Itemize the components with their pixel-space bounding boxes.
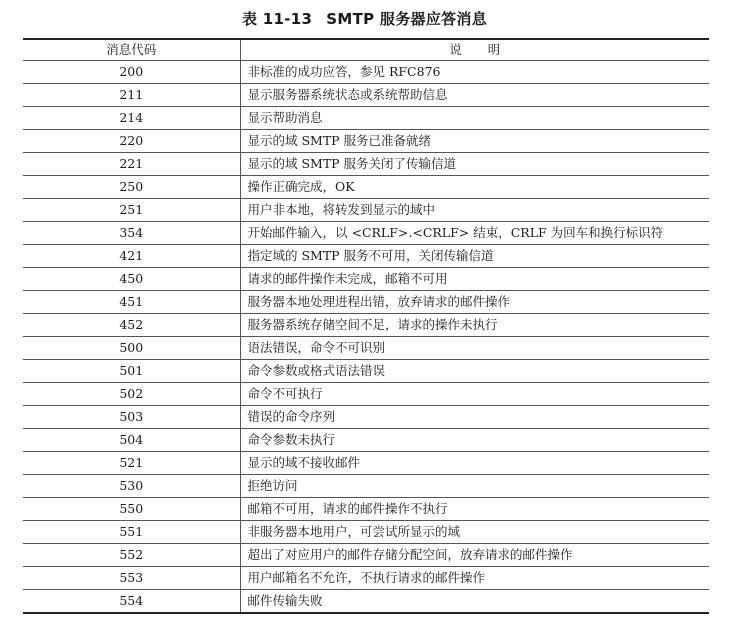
- reply-code-cell: 501: [23, 360, 240, 383]
- reply-code-cell: 504: [23, 429, 240, 452]
- table-row: [23, 383, 709, 406]
- column-header-code: 消息代码: [23, 39, 240, 61]
- reply-code-cell: 502: [23, 383, 240, 406]
- table-row: [23, 61, 709, 84]
- table-row: [23, 406, 709, 429]
- reply-description-cell: 非标准的成功应答，参见 RFC876: [240, 61, 709, 84]
- table-row: [23, 199, 709, 222]
- reply-description-cell: 命令参数未执行: [240, 429, 709, 452]
- reply-description-cell: 服务器系统存储空间不足，请求的操作未执行: [240, 314, 709, 337]
- reply-code-cell: 214: [23, 107, 240, 130]
- reply-code-cell: 521: [23, 452, 240, 475]
- reply-description-cell: 显示的域 SMTP 服务关闭了传输信道: [240, 153, 709, 176]
- reply-code-cell: 220: [23, 130, 240, 153]
- table-header-row: [23, 39, 709, 61]
- reply-code-cell: 552: [23, 544, 240, 567]
- reply-description-cell: 请求的邮件操作未完成，邮箱不可用: [240, 268, 709, 291]
- reply-description-cell: 显示帮助消息: [240, 107, 709, 130]
- reply-code-cell: 451: [23, 291, 240, 314]
- reply-code-cell: 503: [23, 406, 240, 429]
- table-row: [23, 544, 709, 567]
- reply-description-cell: 用户邮箱名不允许，不执行请求的邮件操作: [240, 567, 709, 590]
- reply-description-cell: 错误的命令序列: [240, 406, 709, 429]
- table-row: [23, 222, 709, 245]
- table-row: [23, 475, 709, 498]
- reply-description-cell: 用户非本地，将转发到显示的域中: [240, 199, 709, 222]
- table-row: [23, 176, 709, 199]
- table-row: [23, 337, 709, 360]
- table-row: [23, 452, 709, 475]
- reply-code-cell: 211: [23, 84, 240, 107]
- table-row: [23, 153, 709, 176]
- table-row: [23, 130, 709, 153]
- reply-code-cell: 500: [23, 337, 240, 360]
- reply-description-cell: 指定域的 SMTP 服务不可用，关闭传输信道: [240, 245, 709, 268]
- column-header-description: 说明: [240, 39, 709, 61]
- table-row: [23, 429, 709, 452]
- table-title: SMTP 服务器应答消息: [326, 10, 488, 28]
- table-number: 表 11-13: [241, 10, 313, 28]
- reply-code-cell: 221: [23, 153, 240, 176]
- reply-description-cell: 显示的域 SMTP 服务已准备就绪: [240, 130, 709, 153]
- reply-code-cell: 200: [23, 61, 240, 84]
- reply-description-cell: 语法错误，命令不可识别: [240, 337, 709, 360]
- reply-code-cell: 550: [23, 498, 240, 521]
- reply-description-cell: 显示服务器系统状态或系统帮助信息: [240, 84, 709, 107]
- reply-description-cell: 显示的域不接收邮件: [240, 452, 709, 475]
- reply-description-cell: 命令不可执行: [240, 383, 709, 406]
- table-caption: [0, 4, 729, 34]
- reply-code-cell: 354: [23, 222, 240, 245]
- reply-code-cell: 421: [23, 245, 240, 268]
- reply-code-cell: 551: [23, 521, 240, 544]
- table-row: [23, 107, 709, 130]
- reply-code-cell: 250: [23, 176, 240, 199]
- reply-code-cell: 553: [23, 567, 240, 590]
- reply-code-cell: 450: [23, 268, 240, 291]
- table-row: [23, 268, 709, 291]
- table-row: [23, 590, 709, 614]
- reply-description-cell: 邮件传输失败: [247, 593, 323, 608]
- reply-code-cell: 452: [23, 314, 240, 337]
- table-row: [23, 360, 709, 383]
- reply-description-cell: 邮箱不可用，请求的邮件操作不执行: [240, 498, 709, 521]
- reply-description-cell: 命令参数或格式语法错误: [240, 360, 709, 383]
- smtp-reply-table: [23, 38, 709, 614]
- table-body: [23, 61, 709, 614]
- reply-description-cell: 超出了对应用户的邮件存储分配空间，放弃请求的邮件操作: [240, 544, 709, 567]
- table-row: [23, 314, 709, 337]
- table-row: [23, 498, 709, 521]
- reply-description-cell: 非服务器本地用户，可尝试所显示的域: [240, 521, 709, 544]
- table-row: [23, 567, 709, 590]
- reply-code-cell: 554: [23, 590, 240, 614]
- table-row: [23, 521, 709, 544]
- reply-description-cell: 拒绝访问: [240, 475, 709, 498]
- table-row: [23, 84, 709, 107]
- reply-description-cell: 操作正确完成，OK: [240, 176, 709, 199]
- table-row: [23, 291, 709, 314]
- reply-description-cell: 开始邮件输入，以 <CRLF>.<CRLF> 结束，CRLF 为回车和换行标识符: [240, 222, 709, 245]
- table-row: [23, 245, 709, 268]
- reply-code-cell: 530: [23, 475, 240, 498]
- reply-code-cell: 251: [23, 199, 240, 222]
- reply-description-cell: 服务器本地处理进程出错，放弃请求的邮件操作: [240, 291, 709, 314]
